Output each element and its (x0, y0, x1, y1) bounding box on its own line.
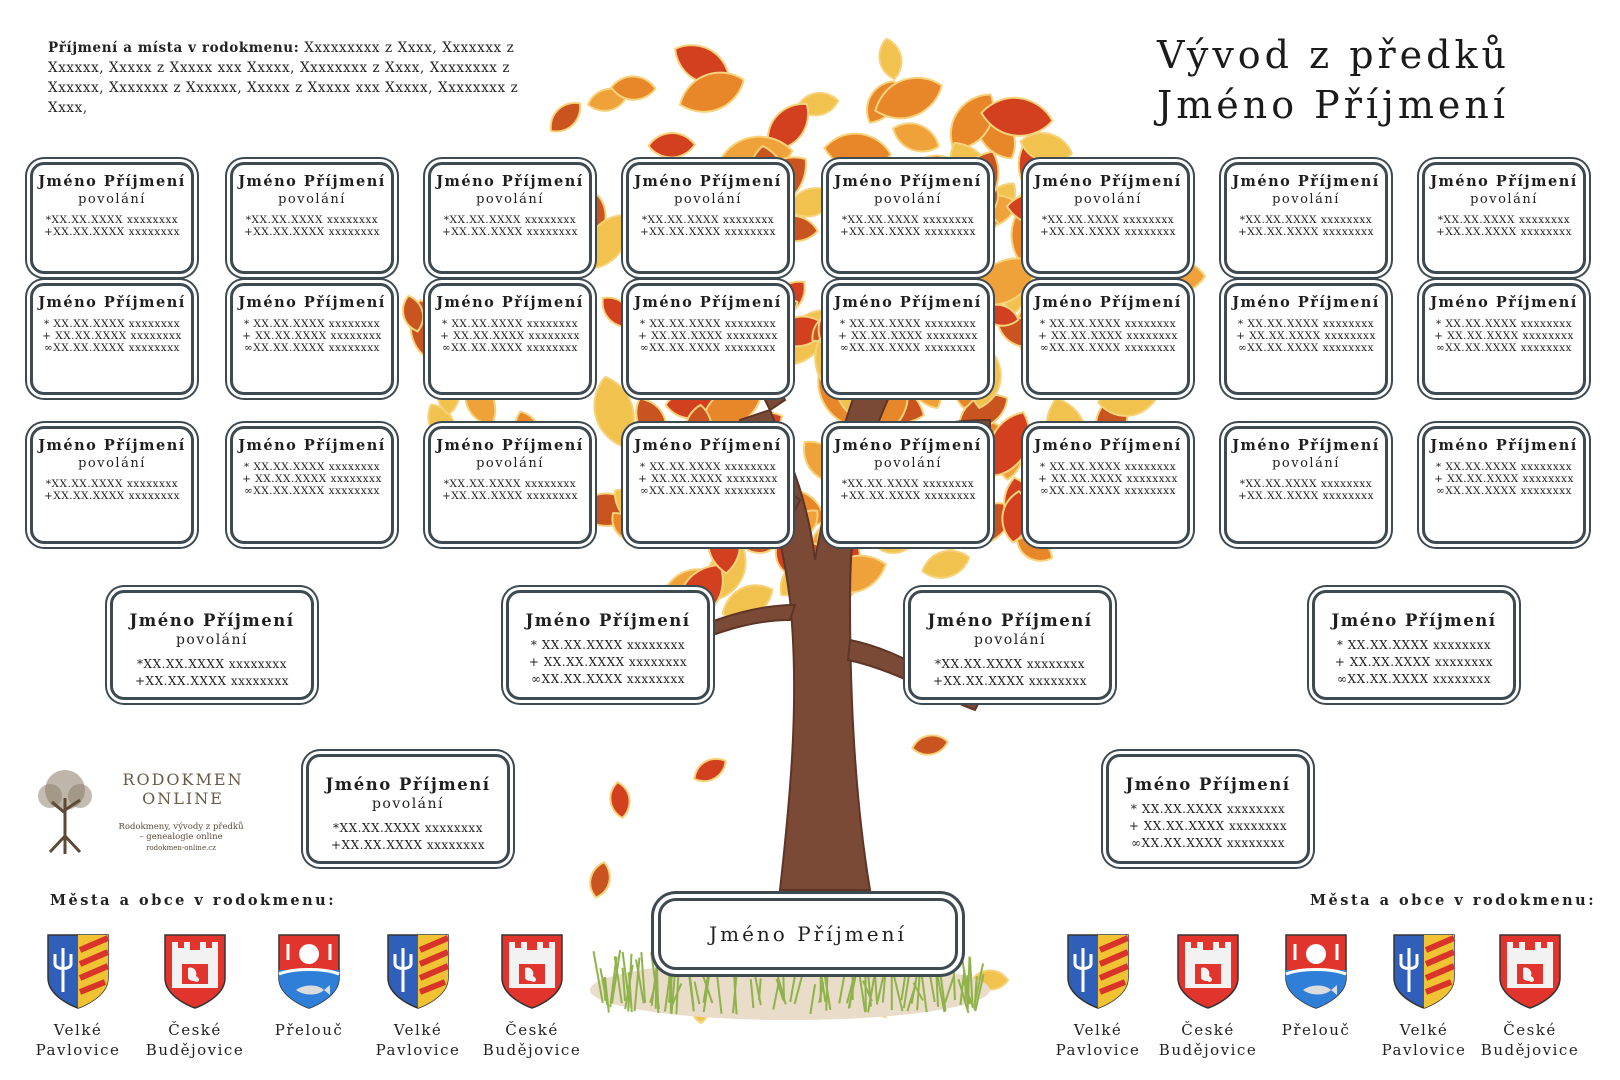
ancestor-name: Jméno Příjmení (1430, 437, 1578, 454)
rodokmen-online-logo (30, 768, 260, 858)
ancestor-name: Jméno Příjmení (38, 173, 186, 190)
ancestor-card[interactable] (30, 283, 194, 395)
grass-blade (968, 956, 969, 1002)
ancestor-name: Jméno Příjmení (238, 173, 386, 190)
ancestor-name: Jméno Příjmení (1034, 173, 1182, 190)
town-name (1480, 1020, 1580, 1060)
ancestor-card[interactable] (1026, 283, 1190, 395)
ancestor-date-line: ∞XX.XX.XXXX xxxxxxxx (44, 342, 180, 354)
ancestor-date-line: * XX.XX.XXXX xxxxxxxx (1435, 461, 1573, 473)
ancestor-card[interactable] (1422, 283, 1586, 395)
logo-title-line-1: RODOKMEN (122, 770, 244, 789)
ancestor-name: Jméno Příjmení (38, 437, 186, 454)
ancestor-name: Jméno Příjmení (834, 437, 982, 454)
ancestor-name: Jméno Příjmení (1232, 294, 1380, 311)
town-name-line-2: Pavlovice (375, 1041, 461, 1059)
town-crest-item (368, 930, 468, 1060)
ancestor-date-line: + XX.XX.XXXX xxxxxxxx (1434, 330, 1574, 342)
leaf-shape (648, 132, 695, 158)
ancestor-name: Jméno Příjmení (1125, 775, 1291, 794)
ancestor-card[interactable] (428, 283, 592, 395)
crest-castle-lion-icon (1480, 930, 1580, 1010)
ancestor-occupation: povolání (78, 456, 146, 471)
ancestor-date-line: ∞XX.XX.XXXX xxxxxxxx (1131, 836, 1285, 850)
ancestor-date-line: +XX.XX.XXXX xxxxxxxx (442, 226, 578, 238)
ancestor-date-line: +XX.XX.XXXX xxxxxxxx (1238, 226, 1374, 238)
town-name-line-2: Pavlovice (1055, 1041, 1141, 1059)
towns-heading-left: Města a obce v rodokmenu: (50, 892, 337, 909)
town-name-line-1: Velké (53, 1021, 103, 1039)
town-name (28, 1020, 128, 1060)
logo-subtitle-line-1: Rodokmeny, vývody z předků (118, 822, 244, 832)
ancestor-date-line: +XX.XX.XXXX xxxxxxxx (44, 490, 180, 502)
ancestor-date-line: *XX.XX.XXXX xxxxxxxx (245, 214, 379, 226)
ancestor-date-line: ∞XX.XX.XXXX xxxxxxxx (640, 485, 776, 497)
ancestor-card[interactable] (1422, 162, 1586, 274)
town-name (368, 1020, 468, 1060)
ancestor-card[interactable] (428, 426, 592, 544)
ancestor-date-line: *XX.XX.XXXX xxxxxxxx (1041, 214, 1175, 226)
crest-castle-lion-icon (1158, 930, 1258, 1010)
root-person-name: Jméno Příjmení (709, 922, 907, 946)
ancestor-date-line: ∞XX.XX.XXXX xxxxxxxx (531, 672, 685, 686)
town-name-line-1: České (505, 1021, 559, 1039)
town-crest-item (482, 930, 582, 1060)
ancestor-name: Jméno Příjmení (1430, 173, 1578, 190)
town-name (145, 1020, 245, 1060)
ancestor-date-line: + XX.XX.XXXX xxxxxxxx (242, 473, 382, 485)
ancestor-name: Jméno Příjmení (634, 437, 782, 454)
ancestor-date-line: ∞XX.XX.XXXX xxxxxxxx (244, 485, 380, 497)
ancestor-date-line: * XX.XX.XXXX xxxxxxxx (441, 318, 579, 330)
ancestor-name: Jméno Příjmení (634, 294, 782, 311)
surnames-text: Xxxxxxxxx z Xxxx, Xxxxxxx z Xxxxxx, Xxxxx z Xxxxx xxx Xxxxx, Xxxxxxxx z Xxxx, Xxxxxxxx z Xxxxxx, Xxxxxxx z Xxxxxx, Xxxxx z Xxxxx xxx Xxxxx, Xxxxxxxx z Xxxx, (48, 40, 519, 116)
ancestor-date-line: *XX.XX.XXXX xxxxxxxx (443, 478, 577, 490)
ancestor-date-line: ∞XX.XX.XXXX xxxxxxxx (442, 342, 578, 354)
town-name (1158, 1020, 1258, 1060)
ancestor-name: Jméno Příjmení (1034, 294, 1182, 311)
root-person-card[interactable] (658, 898, 958, 970)
ancestor-date-line: * XX.XX.XXXX xxxxxxxx (1039, 461, 1177, 473)
ancestor-date-line: + XX.XX.XXXX xxxxxxxx (838, 330, 978, 342)
ancestor-name: Jméno Příjmení (238, 437, 386, 454)
ancestor-date-line: +XX.XX.XXXX xxxxxxxx (244, 226, 380, 238)
ancestor-date-line: * XX.XX.XXXX xxxxxxxx (530, 638, 686, 652)
town-name-line-2: Pavlovice (35, 1041, 121, 1059)
ancestor-date-line: + XX.XX.XXXX xxxxxxxx (1038, 473, 1178, 485)
ancestor-occupation: povolání (371, 796, 445, 812)
ancestor-occupation: povolání (874, 456, 942, 471)
ancestor-name: Jméno Příjmení (1331, 611, 1497, 630)
ancestor-name: Jméno Příjmení (927, 611, 1093, 630)
town-crest-item (1266, 930, 1366, 1040)
ancestor-date-line: +XX.XX.XXXX xxxxxxxx (135, 674, 289, 688)
ancestor-date-line: ∞XX.XX.XXXX xxxxxxxx (1436, 485, 1572, 497)
town-crest-item (259, 930, 359, 1040)
logo-subtitle (96, 822, 266, 842)
ancestor-date-line: +XX.XX.XXXX xxxxxxxx (840, 490, 976, 502)
ancestor-date-line: + XX.XX.XXXX xxxxxxxx (638, 473, 778, 485)
ancestor-date-line: * XX.XX.XXXX xxxxxxxx (1237, 318, 1375, 330)
ancestor-name: Jméno Příjmení (1232, 173, 1380, 190)
page-title (1157, 30, 1510, 130)
town-name-line-2: Pavlovice (1381, 1041, 1467, 1059)
ancestor-date-line: * XX.XX.XXXX xxxxxxxx (43, 318, 181, 330)
surnames-list (48, 38, 548, 118)
ancestor-date-line: ∞XX.XX.XXXX xxxxxxxx (840, 342, 976, 354)
ancestor-card[interactable] (230, 162, 394, 274)
town-name-line-2: Budějovice (1480, 1041, 1580, 1059)
ancestor-card[interactable] (230, 426, 394, 544)
ancestor-date-line: *XX.XX.XXXX xxxxxxxx (45, 478, 179, 490)
ancestor-card[interactable] (908, 590, 1112, 700)
town-name (1266, 1020, 1366, 1040)
ancestor-occupation: povolání (78, 192, 146, 207)
crest-fish-icon (1266, 930, 1366, 1010)
town-name (259, 1020, 359, 1040)
falling-leaf-shape (911, 732, 950, 757)
ancestor-card[interactable] (826, 283, 990, 395)
ancestor-card[interactable] (1224, 283, 1388, 395)
ancestor-card[interactable] (110, 590, 314, 700)
town-crest-item (1374, 930, 1474, 1060)
ancestor-card[interactable] (626, 426, 790, 544)
ancestor-date-line: *XX.XX.XXXX xxxxxxxx (841, 214, 975, 226)
crest-castle-lion-icon (145, 930, 245, 1010)
ancestor-name: Jméno Příjmení (436, 173, 584, 190)
ancestor-date-line: *XX.XX.XXXX xxxxxxxx (45, 214, 179, 226)
ancestor-date-line: ∞XX.XX.XXXX xxxxxxxx (1040, 485, 1176, 497)
ancestor-name: Jméno Příjmení (238, 294, 386, 311)
ancestor-card[interactable] (30, 162, 194, 274)
ancestor-date-line: + XX.XX.XXXX xxxxxxxx (242, 330, 382, 342)
ancestor-date-line: *XX.XX.XXXX xxxxxxxx (641, 214, 775, 226)
ancestor-date-line: * XX.XX.XXXX xxxxxxxx (1039, 318, 1177, 330)
ancestor-name: Jméno Příjmení (834, 173, 982, 190)
town-name-line-1: České (1181, 1021, 1235, 1039)
ancestor-date-line: +XX.XX.XXXX xxxxxxxx (331, 838, 485, 852)
ancestor-card[interactable] (1026, 162, 1190, 274)
logo-subtitle-line-2: – genealogie online (139, 832, 223, 842)
ancestor-occupation: povolání (175, 632, 249, 648)
ancestor-name: Jméno Příjmení (1430, 294, 1578, 311)
crest-trident-icon (1048, 930, 1148, 1010)
ancestor-date-line: +XX.XX.XXXX xxxxxxxx (840, 226, 976, 238)
ancestor-occupation: povolání (973, 632, 1047, 648)
ancestor-occupation: povolání (476, 456, 544, 471)
logo-url: rodokmen-online.cz (146, 844, 216, 852)
town-name (1048, 1020, 1148, 1060)
title-line-2: Jméno Příjmení (1156, 83, 1509, 127)
towns-heading-right: Města a obce v rodokmenu: (1310, 892, 1597, 909)
ancestor-date-line: + XX.XX.XXXX xxxxxxxx (42, 330, 182, 342)
ancestor-card[interactable] (626, 283, 790, 395)
ancestor-date-line: *XX.XX.XXXX xxxxxxxx (1239, 478, 1373, 490)
ancestor-date-line: * XX.XX.XXXX xxxxxxxx (1130, 802, 1286, 816)
ancestor-date-line: ∞XX.XX.XXXX xxxxxxxx (1238, 342, 1374, 354)
ancestor-occupation: povolání (1074, 192, 1142, 207)
ancestor-date-line: ∞XX.XX.XXXX xxxxxxxx (1436, 342, 1572, 354)
town-crest-item (145, 930, 245, 1060)
ancestor-date-line: +XX.XX.XXXX xxxxxxxx (640, 226, 776, 238)
falling-leaf-shape (690, 753, 731, 787)
town-name-line-1: Velké (393, 1021, 443, 1039)
ancestor-card[interactable] (30, 426, 194, 544)
ancestor-date-line: *XX.XX.XXXX xxxxxxxx (137, 657, 287, 671)
ancestor-card[interactable] (1224, 162, 1388, 274)
ancestor-date-line: * XX.XX.XXXX xxxxxxxx (243, 461, 381, 473)
town-crest-item (1158, 930, 1258, 1060)
ancestor-occupation: povolání (874, 192, 942, 207)
ancestor-date-line: ∞XX.XX.XXXX xxxxxxxx (244, 342, 380, 354)
ancestor-card[interactable] (626, 162, 790, 274)
leaf-shape (888, 116, 943, 158)
ancestor-date-line: + XX.XX.XXXX xxxxxxxx (1334, 655, 1494, 669)
town-crest-item (1048, 930, 1148, 1060)
falling-leaf-shape (587, 860, 614, 899)
ancestor-date-line: + XX.XX.XXXX xxxxxxxx (638, 330, 778, 342)
falling-leaf-shape (608, 781, 632, 819)
town-name-line-2: Budějovice (1158, 1041, 1258, 1059)
ancestor-date-line: +XX.XX.XXXX xxxxxxxx (44, 226, 180, 238)
town-crest-item (1480, 930, 1580, 1060)
town-name-line-2: Budějovice (145, 1041, 245, 1059)
town-name-line-1: České (168, 1021, 222, 1039)
ancestor-name: Jméno Příjmení (1034, 437, 1182, 454)
ancestor-card[interactable] (1224, 426, 1388, 544)
ancestor-name: Jméno Příjmení (834, 294, 982, 311)
grass-blade (604, 978, 605, 1001)
grass-blade (657, 964, 658, 1013)
ancestor-card[interactable] (1026, 426, 1190, 544)
title-line-1: Vývod z předků (1156, 33, 1510, 77)
ancestor-date-line: +XX.XX.XXXX xxxxxxxx (933, 674, 1087, 688)
ancestor-date-line: *XX.XX.XXXX xxxxxxxx (841, 478, 975, 490)
ancestor-date-line: +XX.XX.XXXX xxxxxxxx (1436, 226, 1572, 238)
ancestor-name: Jméno Příjmení (436, 437, 584, 454)
ancestor-occupation: povolání (1272, 192, 1340, 207)
ancestor-date-line: + XX.XX.XXXX xxxxxxxx (1236, 330, 1376, 342)
ancestor-date-line: ∞XX.XX.XXXX xxxxxxxx (1040, 342, 1176, 354)
ancestor-occupation: povolání (674, 192, 742, 207)
ancestor-name: Jméno Příjmení (38, 294, 186, 311)
leaf-shape (876, 37, 905, 81)
town-crest-item (28, 930, 128, 1060)
ancestor-date-line: ∞XX.XX.XXXX xxxxxxxx (1337, 672, 1491, 686)
ancestor-name: Jméno Příjmení (525, 611, 691, 630)
ancestor-date-line: *XX.XX.XXXX xxxxxxxx (333, 821, 483, 835)
ancestor-date-line: +XX.XX.XXXX xxxxxxxx (1040, 226, 1176, 238)
crest-trident-icon (28, 930, 128, 1010)
ancestor-card[interactable] (1312, 590, 1516, 700)
town-name-line-1: Přelouč (1281, 1021, 1351, 1039)
leaf-shape (919, 545, 973, 584)
crest-fish-icon (259, 930, 359, 1010)
logo-title-line-2: ONLINE (142, 789, 224, 808)
town-name-line-1: Velké (1399, 1021, 1449, 1039)
ancestor-name: Jméno Příjmení (436, 294, 584, 311)
ancestor-card[interactable] (1422, 426, 1586, 544)
ancestor-card[interactable] (230, 283, 394, 395)
town-name-line-1: České (1503, 1021, 1557, 1039)
logo-title (108, 770, 258, 808)
ancestor-card[interactable] (826, 426, 990, 544)
ancestor-name: Jméno Příjmení (634, 173, 782, 190)
ancestor-card[interactable] (306, 754, 510, 864)
crest-castle-lion-icon (482, 930, 582, 1010)
ancestor-date-line: + XX.XX.XXXX xxxxxxxx (528, 655, 688, 669)
ancestor-date-line: * XX.XX.XXXX xxxxxxxx (1435, 318, 1573, 330)
ancestor-name: Jméno Příjmení (325, 775, 491, 794)
ancestor-occupation: povolání (1470, 192, 1538, 207)
ancestor-date-line: *XX.XX.XXXX xxxxxxxx (1437, 214, 1571, 226)
ancestor-date-line: +XX.XX.XXXX xxxxxxxx (1238, 490, 1374, 502)
crest-trident-icon (1374, 930, 1474, 1010)
ancestor-date-line: +XX.XX.XXXX xxxxxxxx (442, 490, 578, 502)
ancestor-date-line: *XX.XX.XXXX xxxxxxxx (935, 657, 1085, 671)
ancestor-date-line: + XX.XX.XXXX xxxxxxxx (440, 330, 580, 342)
logo-tree-icon (30, 768, 100, 858)
ancestor-date-line: *XX.XX.XXXX xxxxxxxx (443, 214, 577, 226)
ancestor-date-line: ∞XX.XX.XXXX xxxxxxxx (640, 342, 776, 354)
ancestor-date-line: + XX.XX.XXXX xxxxxxxx (1128, 819, 1288, 833)
leaf-shape (544, 96, 587, 139)
ancestor-occupation: povolání (1272, 456, 1340, 471)
ancestor-card[interactable] (428, 162, 592, 274)
ancestor-card[interactable] (506, 590, 710, 700)
town-name (1374, 1020, 1474, 1060)
ancestor-date-line: * XX.XX.XXXX xxxxxxxx (1336, 638, 1492, 652)
ancestor-date-line: + XX.XX.XXXX xxxxxxxx (1434, 473, 1574, 485)
town-name (482, 1020, 582, 1060)
crest-trident-icon (368, 930, 468, 1010)
ancestor-date-line: *XX.XX.XXXX xxxxxxxx (1239, 214, 1373, 226)
ancestor-date-line: + XX.XX.XXXX xxxxxxxx (1038, 330, 1178, 342)
town-name-line-1: Přelouč (274, 1021, 344, 1039)
ancestor-name: Jméno Příjmení (1232, 437, 1380, 454)
ancestor-date-line: * XX.XX.XXXX xxxxxxxx (639, 461, 777, 473)
ancestor-date-line: * XX.XX.XXXX xxxxxxxx (639, 318, 777, 330)
ancestor-date-line: * XX.XX.XXXX xxxxxxxx (839, 318, 977, 330)
ancestor-date-line: * XX.XX.XXXX xxxxxxxx (243, 318, 381, 330)
ancestor-occupation: povolání (278, 192, 346, 207)
ancestor-occupation: povolání (476, 192, 544, 207)
ancestor-name: Jméno Příjmení (129, 611, 295, 630)
town-name-line-2: Budějovice (482, 1041, 582, 1059)
surnames-label: Příjmení a místa v rodokmenu: (48, 40, 300, 56)
ancestor-card[interactable] (826, 162, 990, 274)
grass-blade (865, 968, 866, 1012)
ancestor-card[interactable] (1106, 754, 1310, 864)
town-name-line-1: Velké (1073, 1021, 1123, 1039)
